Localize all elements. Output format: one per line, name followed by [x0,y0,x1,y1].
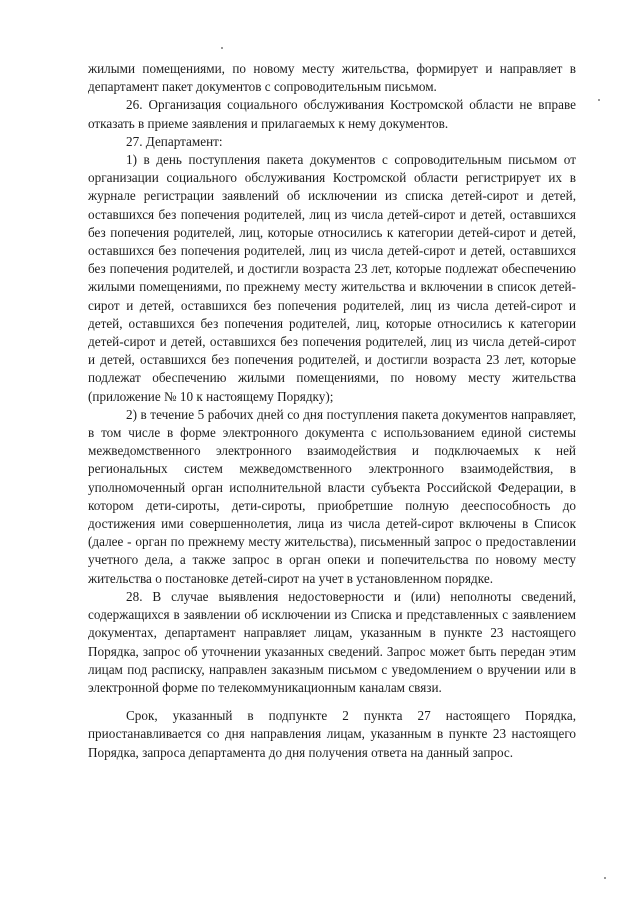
paragraph-item-27-1: 1) в день поступления пакета документов с сопроводительным письмом от организации социального обслуживания Костромской области регистрирует их в журнале регистрации заявлений об исключении из списка детей-сирот и детей, оставшихся без попечения родителей, лиц из числа детей-сирот и детей, оставшихся без попечения родителей, лиц, которые относились к категории детей-сирот и детей, оставшихся без попечения родителей, лиц из числа детей-сирот и детей, оставшихся без попечения родителей, и достигли возраста 23 лет, которые подлежат обеспечению жилыми помещениями, по прежнему месту жительства и включении в список детей-сирот и детей, оставшихся без попечения родителей, лиц из числа детей-сирот и детей, оставшихся без попечения родителей, лиц, которые относились к категории детей-сирот и детей, оставшихся без попечения родителей, лиц из числа детей-сирот и детей, оставшихся без попечения родителей, и достигли возраста 23 лет, которые подлежат обеспечению жилыми помещениями, по новому месту жительства (приложение № 10 к настоящему Порядку); [88,152,576,404]
paragraph-deadline: Срок, указанный в подпункте 2 пункта 27 настоящего Порядка, приостанавливается со дня направления лицам, указанным в пункте 23 настоящего Порядка, запроса департамента до дня получения ответа на данный запрос. [88,708,576,760]
paragraph-item-28: 28. В случае выявления недостоверности и (или) неполноты сведений, содержащихся в заявлении об исключении из Списка и представленных с заявлением документах, департамент направляет лицам, указанным в пункте 23 настоящего Порядка, запрос об уточнении указанных сведений. Запрос может быть передан этим лицам под расписку, направлен заказным письмом с уведомлением о вручении или в электронной форме по телекоммуникационным каналам связи. [88,588,576,695]
document-body [88,60,576,762]
scan-speck [598,99,600,101]
paragraph-continuation: жилыми помещениями, по новому месту жительства, формирует и направляет в департамент пакет документов с сопроводительным письмом. [88,61,576,95]
paragraph-item-27-heading: 27. Департамент: [126,133,223,149]
scan-speck [604,877,606,879]
paragraph-item-27-2: 2) в течение 5 рабочих дней со дня поступления пакета документов направляет, в том числе в форме электронного документа с использованием единой системы межведомственного электронного взаимодействия и подключаемых к ней региональных систем межведомственного электронного взаимодействия, в уполномоченный орган исполнительной власти субъекта Российской Федерации, в котором дети-сироты, дети-сироты, приобретшие полную дееспособность до достижения ими совершеннолетия, лица из числа детей-сирот включены в Список (далее - орган по прежнему месту жительства), письменный запрос о предоставлении учетного дела, а также запрос в орган опеки и попечительства по новому месту жительства о постановке детей-сирот на учет в установленном порядке. [88,406,576,586]
paragraph-item-26: 26. Организация социального обслуживания Костромской области не вправе отказать в приеме заявления и прилагаемых к нему документов. [88,97,576,131]
scan-speck [221,47,223,49]
